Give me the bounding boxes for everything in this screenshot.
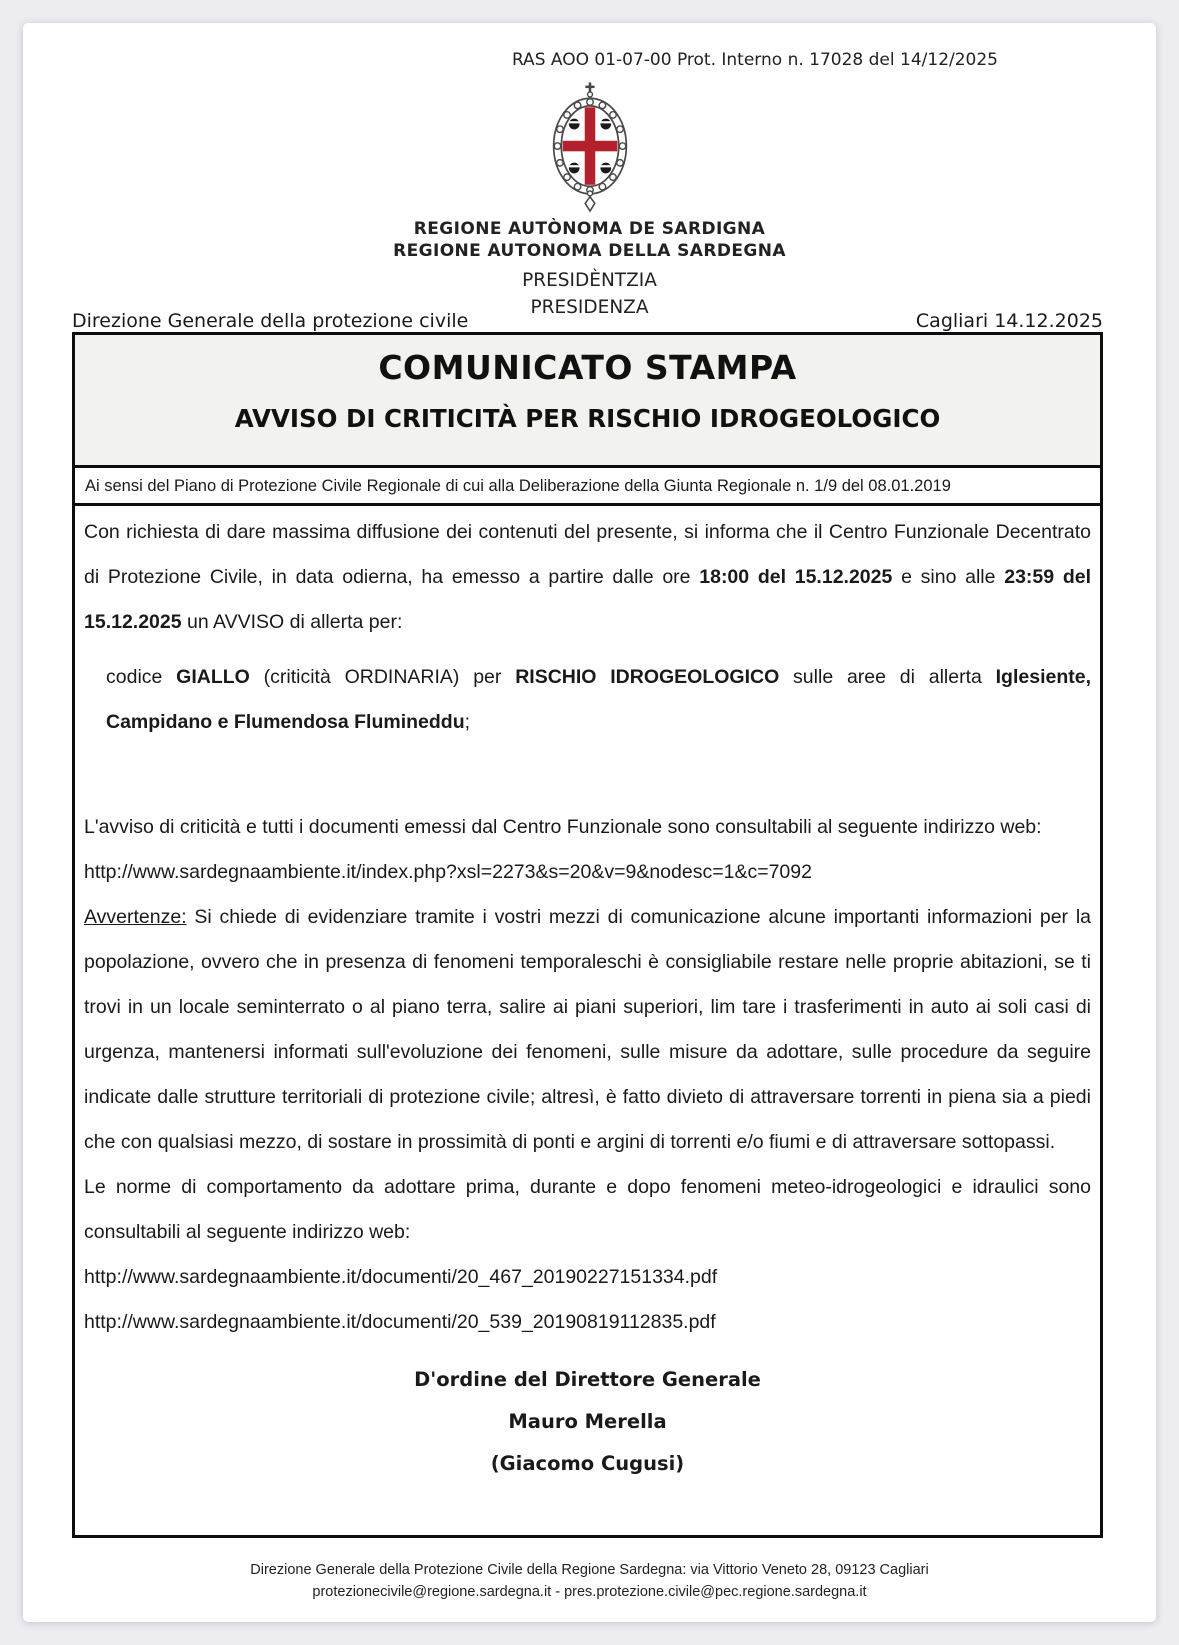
start-time: 18:00 del 15.12.2025 [699, 566, 893, 588]
protocol-number: RAS AOO 01-07-00 Prot. Interno n. 17028 del 14/12/2025 [511, 50, 998, 70]
norms-pdf-url-2: http://www.sardegnaambiente.it/documenti/20_539_20190819112835.pdf [84, 1311, 716, 1333]
dept-italian: PRESIDENZA [530, 297, 649, 318]
dept-sardinian: PRESIDÈNTZIA [522, 270, 657, 291]
document-title: COMUNICATO STAMPA [378, 348, 797, 387]
page-footer [23, 1559, 1156, 1603]
risk-type: RISCHIO IDROGEOLOGICO [515, 666, 780, 688]
consult-paragraph: L'avviso di criticità e tutti i documenti emessi dal Centro Funzionale sono consultabili al seguente indirizzo web: [84, 816, 1042, 838]
warnings-paragraph: Avvertenze: Si chiede di evidenziare tramite i vostri mezzi di comunicazione alcune importanti informazioni per la popolazione, ovvero che in presenza di fenomeni temporaleschi è consigliabile restare nelle proprie abitazioni, se ti trovi in un locale seminterrato o al piano terra, salire ai piani superiori, lim tare i trasferimenti in auto ai soli casi di urgenza, mantenersi informati sull'evoluzione dei fenomeni, sulle misure da adottare, sulle procedure da seguire indicate dalle strutture territoriali di protezione civile; altresì, è fatto divieto di attraversare torrenti in piena sia a piedi che con qualsiasi mezzo, di sostare in prossimità di ponti e argini di torrenti e/o fiumi e di attraversare sottopassi. [84, 906, 1091, 1153]
place-date: Cagliari 14.12.2025 [915, 310, 1103, 332]
avviso-url: http://www.sardegnaambiente.it/index.php?xsl=2273&s=20&v=9&nodesc=1&c=7092 [84, 861, 812, 883]
title-box [72, 332, 1103, 468]
reference-text: Ai sensi del Piano di Protezione Civile Regionale di cui alla Deliberazione della Giunta Regionale n. 1/9 del 08.01.2019 [85, 477, 951, 495]
norms-pdf-url-1: http://www.sardegnaambiente.it/documenti/20_467_20190227151334.pdf [84, 1266, 718, 1288]
org-name-sardinian: REGIONE AUTÒNOMA DE SARDIGNA [413, 219, 766, 239]
header-row [72, 310, 1103, 332]
end-time: 23:59 del 15.12.2025 [84, 566, 1091, 633]
document-subtitle: AVVISO DI CRITICITÀ PER RISCHIO IDROGEOLOGICO [234, 404, 941, 433]
alert-paragraph: codice GIALLO (criticità ORDINARIA) per RISCHIO IDROGEOLOGICO sulle aree di allerta Iglesiente, Campidano e Flumendosa Flumineddu; [106, 666, 1092, 733]
intro-paragraph: Con richiesta di dare massima diffusione dei contenuti del presente, si informa che il Centro Funzionale Decentrato di Protezione Civile, in data odierna, ha emesso a partire dalle ore 18:00 del 15.12.2025 e sino alle 23:59 del 15.12.2025 un AVVISO di allerta per: [84, 521, 1091, 633]
org-name-italian: REGIONE AUTONOMA DELLA SARDEGNA [393, 241, 786, 261]
reference-box [72, 465, 1103, 506]
document-page [23, 23, 1156, 1622]
alert-areas: Iglesiente, Campidano e Flumendosa Flumineddu [106, 666, 1092, 733]
footer-emails: protezionecivile@regione.sardegna.it - pres.protezione.civile@pec.regione.sardegna.it [312, 1584, 867, 1600]
alert-code: GIALLO [176, 666, 250, 688]
sardinia-coat-of-arms-icon [540, 81, 640, 213]
signature-name: Mauro Merella [508, 1410, 667, 1433]
signature-delegate: (Giacomo Cugusi) [490, 1452, 685, 1475]
warnings-label: Avvertenze: [84, 906, 187, 928]
signature-role: D'ordine del Direttore Generale [414, 1368, 761, 1391]
masthead [23, 81, 1156, 321]
norms-paragraph: Le norme di comportamento da adottare prima, durante e dopo fenomeni meteo-idrogeologici e idraulici sono consultabili al seguente indirizzo web: [84, 1176, 1091, 1243]
directorate-label: Direzione Generale della protezione civile [72, 310, 469, 332]
body-box [72, 503, 1103, 1538]
footer-address: Direzione Generale della Protezione Civile della Regione Sardegna: via Vittorio Veneto 28, 09123 Cagliari [250, 1562, 929, 1578]
signature-block [84, 1359, 1091, 1485]
